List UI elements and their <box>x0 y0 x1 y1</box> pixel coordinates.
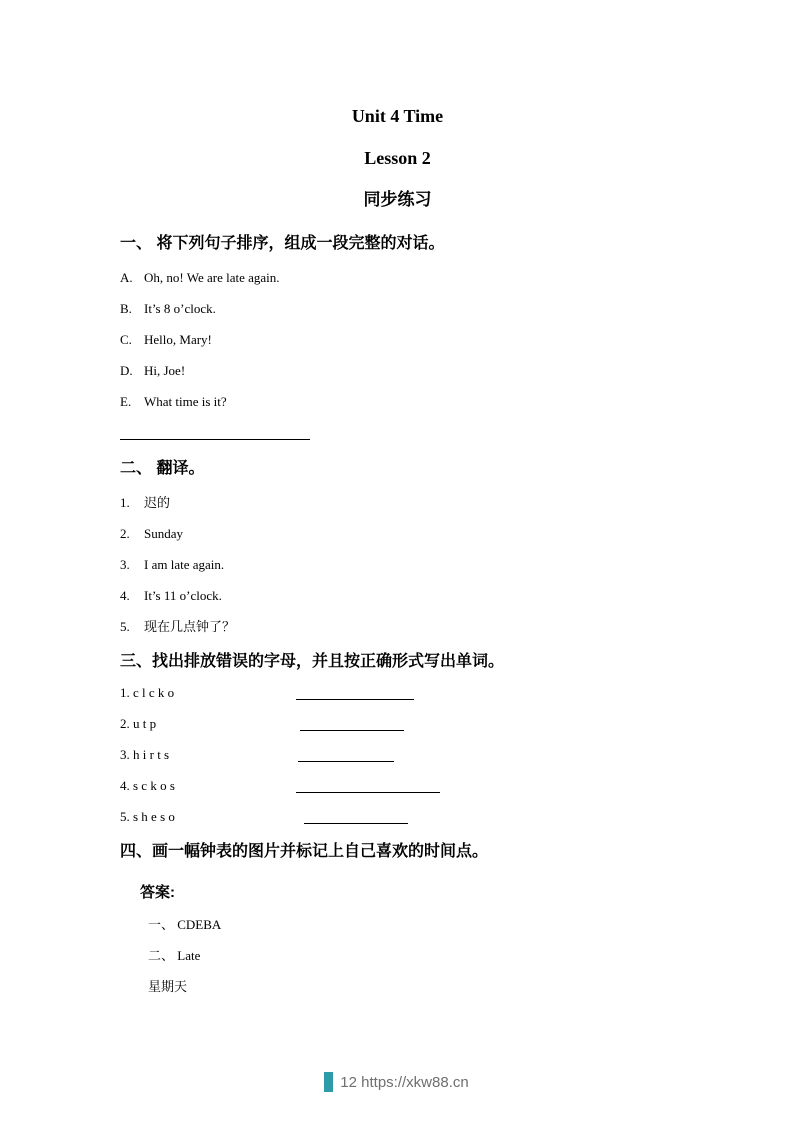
translation-item <box>120 527 675 540</box>
item-text: 迟的 <box>144 495 171 510</box>
item-label: 2. <box>120 526 130 541</box>
item-text: It’s 11 o’clock. <box>144 588 222 603</box>
dialogue-item <box>120 364 675 377</box>
unscramble-item <box>120 748 675 761</box>
answer-write-line <box>298 761 394 762</box>
unscramble-item <box>120 810 675 823</box>
brand-bar-icon <box>324 1072 333 1092</box>
section-four-heading: 四、画一幅钟表的图片并标记上自己喜欢的时间点。 <box>120 843 489 860</box>
dialogue-answer-blank-line <box>120 426 310 440</box>
lesson-title: Lesson 2 <box>364 148 431 168</box>
translation-item <box>120 589 675 602</box>
item-text: Hello, Mary! <box>144 332 212 347</box>
answer-write-line <box>300 730 404 731</box>
translation-item <box>120 620 675 633</box>
answers-heading: 答案: <box>140 884 175 901</box>
answer-line: 二、 Late <box>148 948 201 963</box>
section-three-heading: 三、找出排放错误的字母，并且按正确形式写出单词。 <box>120 653 505 670</box>
item-text: What time is it? <box>144 394 227 409</box>
unscramble-items <box>120 686 675 823</box>
answers-block <box>120 918 675 993</box>
item-text: Oh, no! We are late again. <box>144 270 280 285</box>
answer-write-line <box>296 792 440 793</box>
section-one-heading: 一、 将下列句子排序，组成一段完整的对话。 <box>120 235 445 252</box>
item-label: C. <box>120 332 132 347</box>
item-text: Sunday <box>144 526 183 541</box>
scrambled-letters: 5. s h e s o <box>120 809 175 824</box>
item-label: B. <box>120 301 132 316</box>
answer-line: 星期天 <box>148 979 188 994</box>
footer-page-url: 12 https://xkw88.cn <box>340 1073 469 1091</box>
section-two-heading: 二、 翻译。 <box>120 460 205 477</box>
dialogue-item <box>120 271 675 284</box>
worksheet-subtitle: 同步练习 <box>363 190 432 209</box>
dialogue-item <box>120 302 675 315</box>
dialogue-items <box>120 271 675 408</box>
scrambled-letters: 1. c l c k o <box>120 685 175 700</box>
translation-items <box>120 496 675 633</box>
item-label: A. <box>120 270 133 285</box>
item-label: 3. <box>120 557 130 572</box>
item-text: Hi, Joe! <box>144 363 186 378</box>
answer-write-line <box>296 699 414 700</box>
item-text: I am late again. <box>144 557 225 572</box>
unscramble-item <box>120 717 675 730</box>
unscramble-item <box>120 779 675 792</box>
answer-write-line <box>304 823 408 824</box>
item-label: 4. <box>120 588 130 603</box>
page-footer <box>0 1072 793 1092</box>
dialogue-item <box>120 395 675 408</box>
item-label: D. <box>120 363 133 378</box>
translation-item <box>120 496 675 509</box>
item-label: 1. <box>120 495 130 510</box>
scrambled-letters: 2. u t p <box>120 716 157 731</box>
translation-item <box>120 558 675 571</box>
item-text: It’s 8 o’clock. <box>144 301 216 316</box>
scrambled-letters: 4. s c k o s <box>120 778 175 793</box>
item-label: E. <box>120 394 132 409</box>
answer-line: 一、 CDEBA <box>148 917 222 932</box>
item-label: 5. <box>120 619 130 634</box>
unit-title: Unit 4 Time <box>351 106 444 126</box>
unscramble-item <box>120 686 675 699</box>
item-text: 现在几点钟了？ <box>144 619 236 634</box>
scrambled-letters: 3. h i r t s <box>120 747 170 762</box>
dialogue-item <box>120 333 675 346</box>
